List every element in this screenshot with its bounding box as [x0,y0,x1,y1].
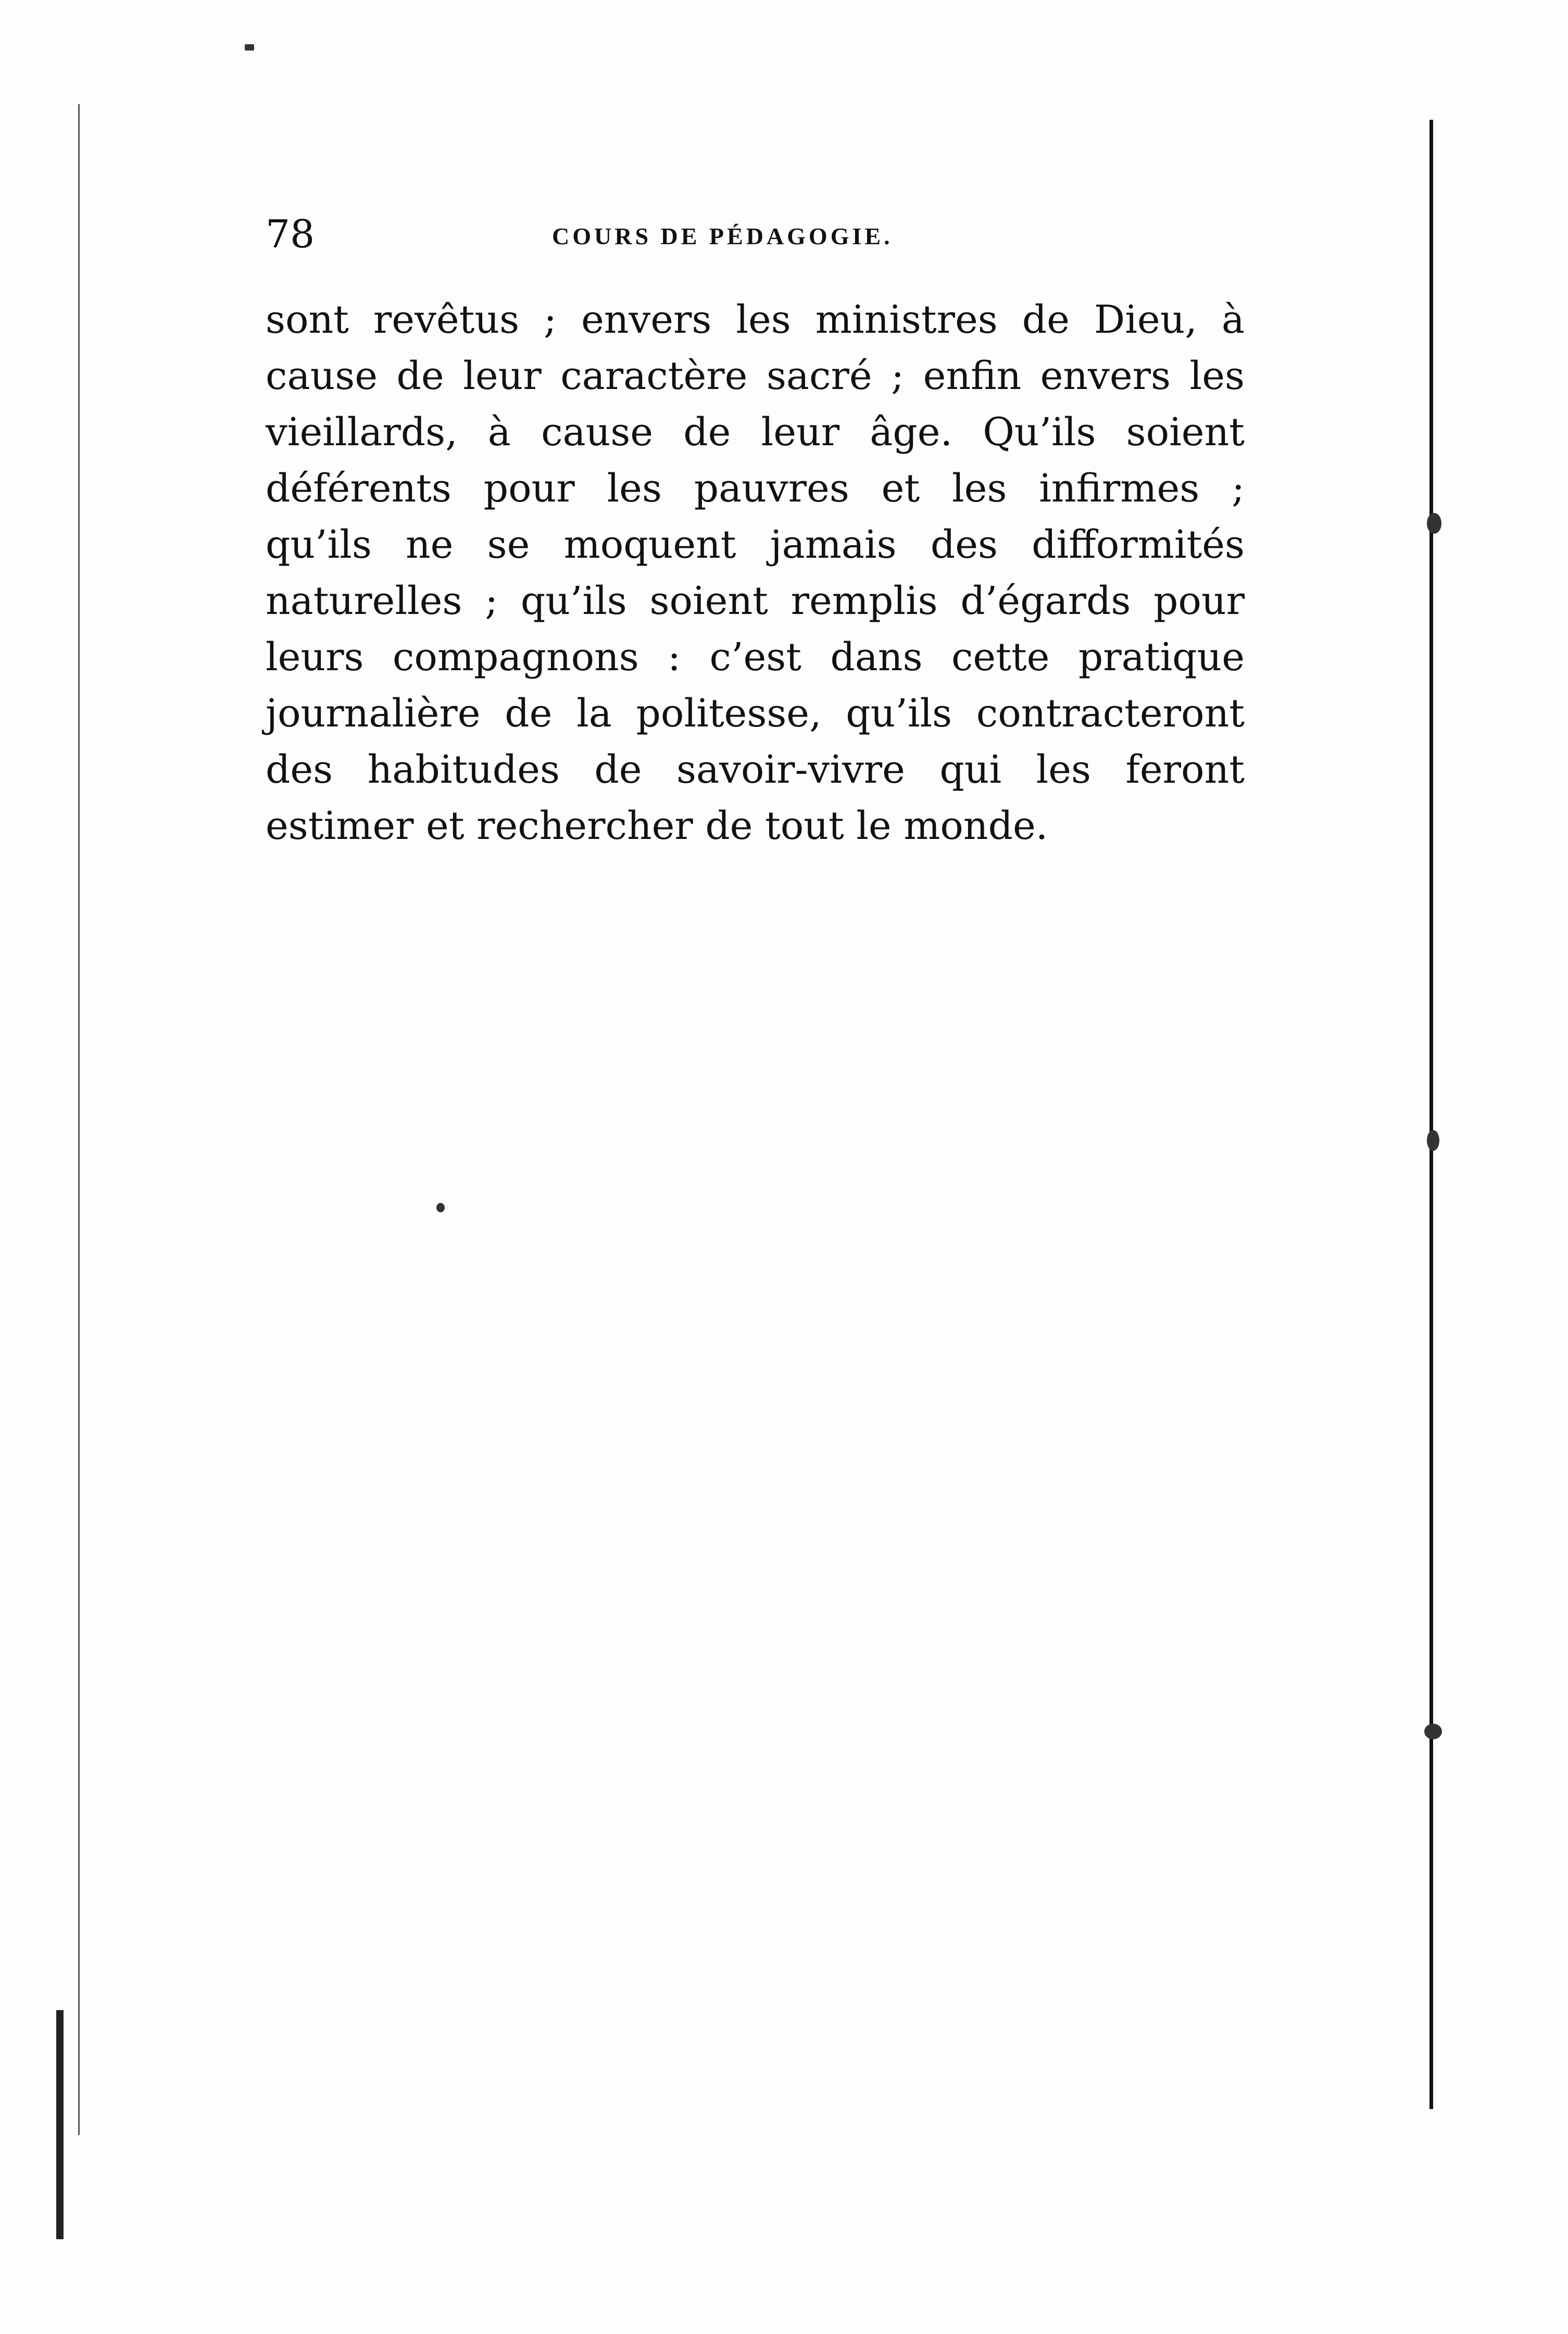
page-number: 78 [266,212,315,257]
ink-speck [245,44,254,51]
text-line: vieillards, à cause de leur âge. Qu’ils soient [266,410,1245,455]
left-edge-line [78,104,80,2135]
text-line: journalière de la politesse, qu’ils contracteront [266,691,1245,736]
text-line: qu’ils ne se moquent jamais des difformités [266,522,1245,567]
body-text [266,292,1245,854]
right-binding-line [1429,120,1433,2109]
ink-speck [1427,513,1441,534]
text-line: déférents pour les pauvres et les infirmes ; [266,466,1245,511]
text-line: cause de leur caractère sacré ; enfin envers les [266,354,1245,398]
text-line: sont revêtus ; envers les ministres de Dieu, à [266,297,1245,342]
text-line: naturelles ; qu’ils soient remplis d’égards pour [266,579,1245,623]
running-head: COURS DE PÉDAGOGIE. [552,223,893,249]
text-line: leurs compagnons : c’est dans cette pratique [266,635,1245,680]
text-line: des habitudes de savoir-vivre qui les feront [266,747,1245,792]
left-edge-dark-band [56,2010,64,2239]
ink-speck [1424,1724,1442,1739]
text-line: estimer et rechercher de tout le monde. [266,804,1048,848]
ink-speck [1427,1130,1439,1151]
ink-speck [436,1203,445,1212]
page-header [266,208,1245,266]
